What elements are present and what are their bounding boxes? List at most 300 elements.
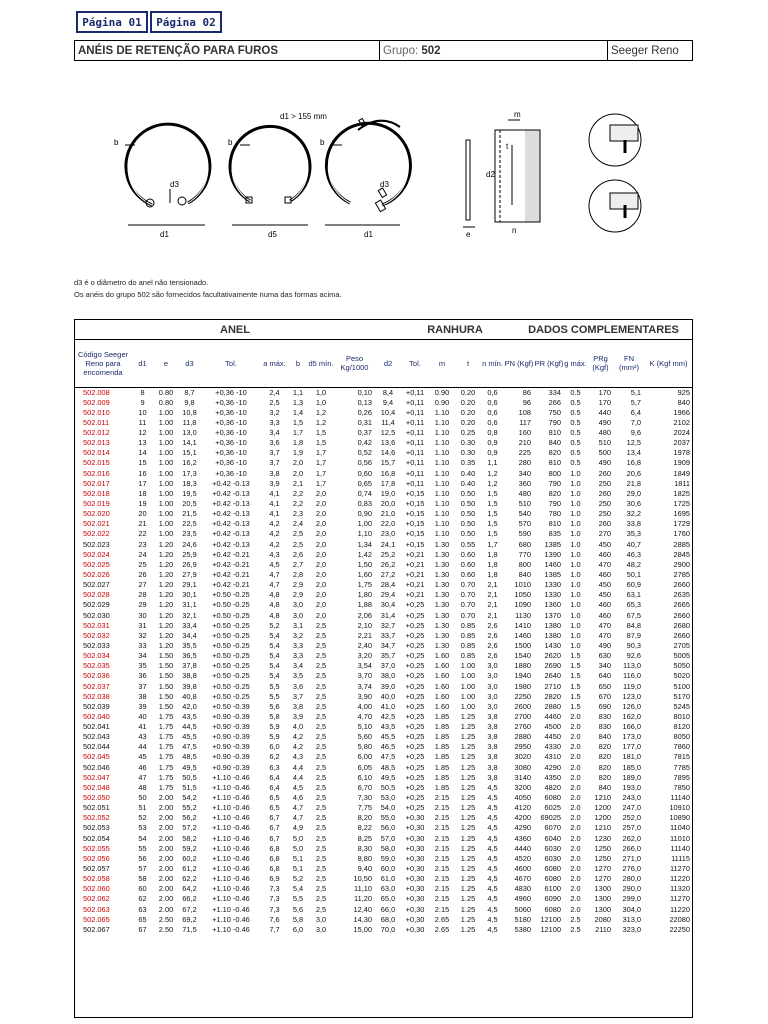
order-code-cell[interactable]: 502.009 xyxy=(83,397,110,407)
table-cell: +1.10 -0.46 xyxy=(212,813,250,823)
table-cell: +0,30 xyxy=(405,904,425,914)
order-code-cell[interactable]: 502.045 xyxy=(83,752,110,762)
table-cell: 2,3 xyxy=(292,509,304,519)
table-cell: 1.85 xyxy=(434,762,450,772)
order-code-cell[interactable]: 502.046 xyxy=(83,762,110,772)
table-cell: 2,8 xyxy=(292,569,304,579)
table-cell: 1270 xyxy=(594,864,611,874)
table-cell: 790 xyxy=(548,417,561,427)
table-row xyxy=(75,479,693,489)
table-cell: 40 xyxy=(138,711,147,721)
table-cell: 9,4 xyxy=(382,397,394,407)
table-cell: 6070 xyxy=(544,823,561,833)
table-cell: 84,8 xyxy=(626,620,641,630)
table-row xyxy=(75,854,693,864)
table-cell: 3,8 xyxy=(487,752,498,762)
table-cell: 650 xyxy=(598,681,611,691)
table-cell: 0.70 xyxy=(460,580,476,590)
table-cell: 2.65 xyxy=(434,924,450,934)
table-cell: 6,7 xyxy=(269,823,280,833)
side-view xyxy=(463,140,475,227)
table-cell: 1,00 xyxy=(357,519,372,529)
col-d3: d3 xyxy=(178,340,201,387)
table-cell: 6,0 xyxy=(269,742,280,752)
table-cell: 57,0 xyxy=(380,833,396,843)
table-cell: 12 xyxy=(138,427,147,437)
order-code-cell[interactable]: 502.050 xyxy=(83,793,110,803)
table-cell: 2,5 xyxy=(315,630,327,640)
table-cell: 8010 xyxy=(673,711,690,721)
table-cell: 340 xyxy=(518,468,531,478)
table-cell: 810 xyxy=(548,458,561,468)
table-cell: 11220 xyxy=(669,874,690,884)
table-cell: 2,5 xyxy=(315,772,327,782)
table-cell: 840 xyxy=(677,397,690,407)
table-cell: 1.25 xyxy=(460,874,476,884)
table-cell: +0,30 xyxy=(405,924,425,934)
table-cell: 1.60 xyxy=(434,651,450,661)
table-cell: 630 xyxy=(598,651,611,661)
table-cell: 3,8 xyxy=(487,762,498,772)
order-code-cell[interactable]: 502.025 xyxy=(83,559,110,569)
table-cell: 2.00 xyxy=(158,813,174,823)
table-cell: 58,2 xyxy=(182,833,197,843)
table-cell: 1,0 xyxy=(315,387,327,397)
table-cell: 1,1 xyxy=(292,387,304,397)
table-cell: 20 xyxy=(138,509,147,519)
table-cell: 2,5 xyxy=(315,853,327,863)
table-cell: 2024 xyxy=(673,427,690,437)
table-cell: 64,2 xyxy=(182,884,197,894)
table-cell: 252,0 xyxy=(622,813,641,823)
table-cell: 4,2 xyxy=(292,732,304,742)
table-cell: 4,5 xyxy=(487,793,498,803)
col-pn: PN (Kgf) xyxy=(504,340,534,387)
table-cell: 0.5 xyxy=(570,448,581,458)
table-cell: 0,65 xyxy=(357,478,372,488)
order-code-cell[interactable]: 502.024 xyxy=(83,549,110,559)
order-code-cell[interactable]: 502.058 xyxy=(83,874,110,884)
order-code-cell[interactable]: 502.040 xyxy=(83,711,110,721)
table-cell: 1370 xyxy=(544,610,561,620)
table-cell: 1390 xyxy=(544,549,561,559)
page-01-button[interactable]: Página 01 xyxy=(76,11,148,33)
order-code-cell[interactable]: 502.041 xyxy=(83,722,110,732)
table-cell: 1978 xyxy=(673,448,690,458)
table-cell: +0.90 -0.39 xyxy=(212,742,250,752)
order-code-cell[interactable]: 502.043 xyxy=(83,732,110,742)
table-cell: 3,7 xyxy=(269,458,280,468)
table-cell: 830 xyxy=(598,711,611,721)
table-cell: 1.5 xyxy=(570,681,581,691)
table-cell: 2,1 xyxy=(487,590,498,600)
page-02-button[interactable]: Página 02 xyxy=(150,11,222,33)
order-code-cell[interactable]: 502.015 xyxy=(83,458,110,468)
table-cell: 32 xyxy=(138,630,147,640)
notes xyxy=(74,277,342,301)
table-cell: 1.85 xyxy=(434,722,450,732)
table-cell: 2,5 xyxy=(315,823,327,833)
table-cell: 1.0 xyxy=(570,488,581,498)
table-cell: 450 xyxy=(598,539,611,549)
table-cell: 21,8 xyxy=(626,478,641,488)
table-cell: 20,0 xyxy=(380,498,396,508)
detail-views xyxy=(589,114,641,232)
table-cell: 1.00 xyxy=(158,417,174,427)
table-cell: 4,5 xyxy=(487,884,498,894)
table-cell: 290,0 xyxy=(622,884,641,894)
table-cell: 1.10 xyxy=(434,509,450,519)
table-cell: 11270 xyxy=(669,864,690,874)
table-cell: 2,0 xyxy=(315,559,327,569)
table-cell: +0.50 -0.25 xyxy=(212,610,250,620)
table-cell: 4460 xyxy=(544,711,561,721)
table-cell: 5,4 xyxy=(269,661,280,671)
table-cell: 1.10 xyxy=(434,488,450,498)
table-cell: 0,6 xyxy=(487,417,498,427)
table-cell: 60,9 xyxy=(626,580,641,590)
table-cell: 1909 xyxy=(673,458,690,468)
table-cell: 5,4 xyxy=(269,651,280,661)
table-row xyxy=(75,894,693,904)
table-cell: 1.00 xyxy=(158,427,174,437)
table-cell: 0.30 xyxy=(460,448,476,458)
table-cell: 6,8 xyxy=(269,843,280,853)
order-code-cell[interactable]: 502.047 xyxy=(83,772,110,782)
order-code-cell[interactable]: 502.008 xyxy=(83,387,110,397)
table-cell: 1.30 xyxy=(434,640,450,650)
table-cell: 2,1 xyxy=(292,478,304,488)
table-row xyxy=(75,631,693,641)
table-cell: 60,2 xyxy=(182,853,197,863)
table-cell: 4330 xyxy=(544,742,561,752)
order-code-cell[interactable]: 502.051 xyxy=(83,803,110,813)
table-cell: 18 xyxy=(138,488,147,498)
order-code-cell[interactable]: 502.022 xyxy=(83,529,110,539)
order-code-cell[interactable]: 502.014 xyxy=(83,448,110,458)
table-cell: 8 xyxy=(140,387,145,397)
table-row xyxy=(75,763,693,773)
order-code-cell[interactable]: 502.032 xyxy=(83,630,110,640)
table-cell: +0.90 -0.39 xyxy=(212,722,250,732)
table-cell: 8,20 xyxy=(357,813,372,823)
table-cell: +0.50 -0.25 xyxy=(212,671,250,681)
table-cell: 0,6 xyxy=(487,387,498,397)
order-code-cell[interactable]: 502.033 xyxy=(83,640,110,650)
table-cell: 5020 xyxy=(673,671,690,681)
table-cell: 10,50 xyxy=(353,874,372,884)
order-code-cell[interactable]: 502.026 xyxy=(83,569,110,579)
table-cell: 1,8 xyxy=(487,569,498,579)
table-cell: 5,6 xyxy=(292,904,304,914)
d1-note-label: d1 > 155 mm xyxy=(280,112,327,121)
table-cell: 15,7 xyxy=(380,458,396,468)
order-code-cell[interactable]: 502.011 xyxy=(83,417,110,427)
table-cell: 1.10 xyxy=(434,427,450,437)
table-cell: 2.0 xyxy=(570,793,581,803)
table-cell: 1.0 xyxy=(570,529,581,539)
table-cell: 4,5 xyxy=(487,864,498,874)
table-cell: 1.30 xyxy=(434,590,450,600)
table-cell: 62 xyxy=(138,894,147,904)
label-d3-1: d3 xyxy=(170,180,179,189)
table-cell: 61,0 xyxy=(380,874,396,884)
order-code-cell[interactable]: 502.027 xyxy=(83,580,110,590)
table-cell: +1.10 -0.46 xyxy=(212,782,250,792)
table-cell: 1.00 xyxy=(460,701,476,711)
table-cell: 37,0 xyxy=(380,661,396,671)
order-code-cell[interactable]: 502.055 xyxy=(83,843,110,853)
order-code-cell[interactable]: 502.028 xyxy=(83,590,110,600)
table-cell: 7,3 xyxy=(269,894,280,904)
table-cell: 1,0 xyxy=(315,397,327,407)
table-cell: 1.00 xyxy=(158,519,174,529)
label-e: e xyxy=(466,230,471,239)
order-code-cell[interactable]: 502.017 xyxy=(83,478,110,488)
table-cell: 1250 xyxy=(594,843,611,853)
order-code-cell[interactable]: 502.057 xyxy=(83,864,110,874)
table-cell: 59,2 xyxy=(182,843,197,853)
table-cell: 11115 xyxy=(671,853,690,863)
table-cell: 1250 xyxy=(594,853,611,863)
label-t: t xyxy=(506,142,509,151)
table-cell: +0,25 xyxy=(405,600,425,610)
order-code-cell[interactable]: 502.029 xyxy=(83,600,110,610)
table-cell: 44 xyxy=(138,742,147,752)
table-cell: 1.0 xyxy=(570,549,581,559)
table-cell: 1,50 xyxy=(357,559,372,569)
table-cell: 1.30 xyxy=(434,600,450,610)
table-cell: 1.25 xyxy=(460,924,476,934)
table-cell: 6,7 xyxy=(269,813,280,823)
table-cell: 1.50 xyxy=(158,671,174,681)
table-cell: 1300 xyxy=(594,894,611,904)
order-code-cell[interactable]: 502.021 xyxy=(83,519,110,529)
table-cell: 2,5 xyxy=(315,884,327,894)
table-cell: +0,36 -10 xyxy=(215,397,247,407)
table-cell: 10910 xyxy=(669,803,690,813)
table-cell: 4450 xyxy=(544,732,561,742)
table-cell: 41,0 xyxy=(380,701,396,711)
table-cell: 1.0 xyxy=(570,620,581,630)
table-cell: 1,7 xyxy=(315,468,327,478)
table-cell: 1.00 xyxy=(158,448,174,458)
table-cell: 1.25 xyxy=(460,813,476,823)
table-cell: 1.25 xyxy=(460,732,476,742)
table-cell: 1.00 xyxy=(158,468,174,478)
table-cell: +1.10 -0.46 xyxy=(212,853,250,863)
table-cell: 108 xyxy=(518,407,531,417)
table-cell: +0,21 xyxy=(405,559,425,569)
table-cell: 22 xyxy=(138,529,147,539)
table-cell: 2820 xyxy=(544,691,561,701)
table-cell: +0.42 -0.21 xyxy=(212,569,250,579)
order-code-cell[interactable]: 502.018 xyxy=(83,488,110,498)
table-cell: 71,5 xyxy=(182,924,197,934)
table-cell: 1.25 xyxy=(460,914,476,924)
table-cell: 500 xyxy=(598,448,611,458)
table-cell: +0.90 -0.39 xyxy=(212,732,250,742)
table-cell: +0,11 xyxy=(405,438,425,448)
order-code-cell[interactable]: 502.054 xyxy=(83,833,110,843)
table-cell: 1.30 xyxy=(434,549,450,559)
table-cell: 18,3 xyxy=(182,478,197,488)
table-row xyxy=(75,915,693,925)
table-cell: 6,0 xyxy=(292,924,304,934)
table-cell: 2.15 xyxy=(434,813,450,823)
order-code-cell[interactable]: 502.012 xyxy=(83,427,110,437)
order-code-cell[interactable]: 502.060 xyxy=(83,884,110,894)
table-cell: 1090 xyxy=(514,600,531,610)
order-code-cell[interactable]: 502.023 xyxy=(83,539,110,549)
order-code-cell[interactable]: 502.048 xyxy=(83,782,110,792)
order-code-cell[interactable]: 502.030 xyxy=(83,610,110,620)
table-cell: 1,34 xyxy=(357,539,372,549)
section-anel: ANEL xyxy=(220,323,250,336)
table-row xyxy=(75,499,693,509)
table-cell: 3,5 xyxy=(292,671,304,681)
table-cell: 68,0 xyxy=(380,914,396,924)
table-cell: 70,0 xyxy=(380,924,396,934)
table-cell: 9,6 xyxy=(630,427,641,437)
order-code-cell[interactable]: 502.013 xyxy=(83,438,110,448)
table-cell: 34 xyxy=(138,651,147,661)
table-cell: 1,5 xyxy=(487,498,498,508)
table-cell: +0,36 -10 xyxy=(215,387,247,397)
table-cell: 1.25 xyxy=(460,711,476,721)
table-row xyxy=(75,590,693,600)
table-cell: 4,5 xyxy=(487,874,498,884)
order-code-cell[interactable]: 502.056 xyxy=(83,853,110,863)
order-code-cell[interactable]: 502.036 xyxy=(83,671,110,681)
table-cell: 4,5 xyxy=(487,823,498,833)
table-cell: 6,8 xyxy=(269,853,280,863)
table-cell: 22250 xyxy=(669,924,690,934)
table-cell: 790 xyxy=(548,498,561,508)
table-cell: 23,5 xyxy=(182,529,197,539)
col-a: a máx. xyxy=(261,340,288,387)
table-cell: 49,5 xyxy=(380,772,396,782)
table-cell: 0.5 xyxy=(570,417,581,427)
table-cell: 810 xyxy=(548,519,561,529)
table-cell: 16 xyxy=(138,468,147,478)
table-cell: 27,2 xyxy=(380,569,396,579)
table-cell: 313,0 xyxy=(622,914,641,924)
table-cell: 2,1 xyxy=(487,580,498,590)
table-cell: 3,8 xyxy=(487,722,498,732)
order-code-cell[interactable]: 502.035 xyxy=(83,661,110,671)
table-row xyxy=(75,793,693,803)
table-cell: 4,5 xyxy=(487,924,498,934)
table-cell: 1385 xyxy=(544,569,561,579)
table-cell: +0,25 xyxy=(405,752,425,762)
table-cell: 5180 xyxy=(514,914,531,924)
order-code-cell[interactable]: 502.052 xyxy=(83,813,110,823)
order-code-cell[interactable]: 502.020 xyxy=(83,509,110,519)
order-code-cell[interactable]: 502.019 xyxy=(83,498,110,508)
table-cell: 5,1 xyxy=(292,864,304,874)
table-cell: 570 xyxy=(518,519,531,529)
col-m: m xyxy=(429,340,455,387)
order-code-cell[interactable]: 502.065 xyxy=(83,914,110,924)
table-cell: 0,74 xyxy=(357,488,372,498)
order-code-cell[interactable]: 502.010 xyxy=(83,407,110,417)
order-code-cell[interactable]: 502.067 xyxy=(83,924,110,934)
table-cell: 3,74 xyxy=(357,681,372,691)
table-cell: +0,25 xyxy=(405,640,425,650)
table-cell: 21,0 xyxy=(380,509,396,519)
order-code-cell[interactable]: 502.034 xyxy=(83,651,110,661)
order-code-cell[interactable]: 502.038 xyxy=(83,691,110,701)
table-cell: +0,21 xyxy=(405,590,425,600)
table-cell: 40,8 xyxy=(182,691,197,701)
order-code-cell[interactable]: 502.053 xyxy=(83,823,110,833)
table-cell: 11140 xyxy=(670,843,690,853)
table-cell: 14 xyxy=(138,448,147,458)
table-row xyxy=(75,560,693,570)
table-row xyxy=(75,489,693,499)
order-code-cell[interactable]: 502.039 xyxy=(83,701,110,711)
table-cell: 40,0 xyxy=(380,691,396,701)
table-cell: +0.50 -0.25 xyxy=(212,630,250,640)
order-code-cell[interactable]: 502.031 xyxy=(83,620,110,630)
table-cell: +1.10 -0.46 xyxy=(212,833,250,843)
order-code-cell[interactable]: 502.063 xyxy=(83,904,110,914)
table-cell: 1.10 xyxy=(434,448,450,458)
table-cell: 62,2 xyxy=(182,874,197,884)
table-cell: 0.20 xyxy=(460,407,476,417)
table-cell: 7815 xyxy=(673,752,690,762)
table-cell: 2.0 xyxy=(570,904,581,914)
table-cell: 2.00 xyxy=(158,874,174,884)
table-cell: 2,0 xyxy=(292,458,304,468)
table-cell: 271,0 xyxy=(622,853,641,863)
table-cell: 1.25 xyxy=(460,894,476,904)
table-cell: +0.42 -0.13 xyxy=(212,478,250,488)
table-cell: 1.20 xyxy=(158,539,174,549)
table-cell: 1.0 xyxy=(570,640,581,650)
table-cell: 2.0 xyxy=(570,843,581,853)
table-cell: 1.60 xyxy=(434,681,450,691)
table-cell: 1.85 xyxy=(434,742,450,752)
table-cell: 7,75 xyxy=(357,803,372,813)
table-cell: 1.75 xyxy=(158,762,174,772)
table-cell: 3,0 xyxy=(487,671,498,681)
order-code-cell[interactable]: 502.062 xyxy=(83,894,110,904)
table-cell: 1,5 xyxy=(315,438,327,448)
table-cell: +0.90 -0.39 xyxy=(212,762,250,772)
order-code-cell[interactable]: 502.016 xyxy=(83,468,110,478)
order-code-cell[interactable]: 502.037 xyxy=(83,681,110,691)
table-cell: 1.30 xyxy=(434,569,450,579)
order-code-cell[interactable]: 502.044 xyxy=(83,742,110,752)
table-cell: 2.00 xyxy=(158,894,174,904)
table-cell: 1300 xyxy=(594,904,611,914)
table-cell: 5,80 xyxy=(357,742,372,752)
table-cell: 1.20 xyxy=(158,610,174,620)
table-cell: 2880 xyxy=(544,701,561,711)
table-cell: +0,25 xyxy=(405,671,425,681)
table-cell: 16,2 xyxy=(182,458,197,468)
table-cell: 4,1 xyxy=(269,488,280,498)
table-cell: 2,5 xyxy=(315,833,327,843)
table-cell: 225 xyxy=(518,448,531,458)
table-cell: 2,0 xyxy=(315,519,327,529)
table-cell: 37 xyxy=(138,681,147,691)
table-cell: 1.20 xyxy=(158,630,174,640)
table-cell: 260 xyxy=(598,488,611,498)
table-cell: 3080 xyxy=(514,762,531,772)
